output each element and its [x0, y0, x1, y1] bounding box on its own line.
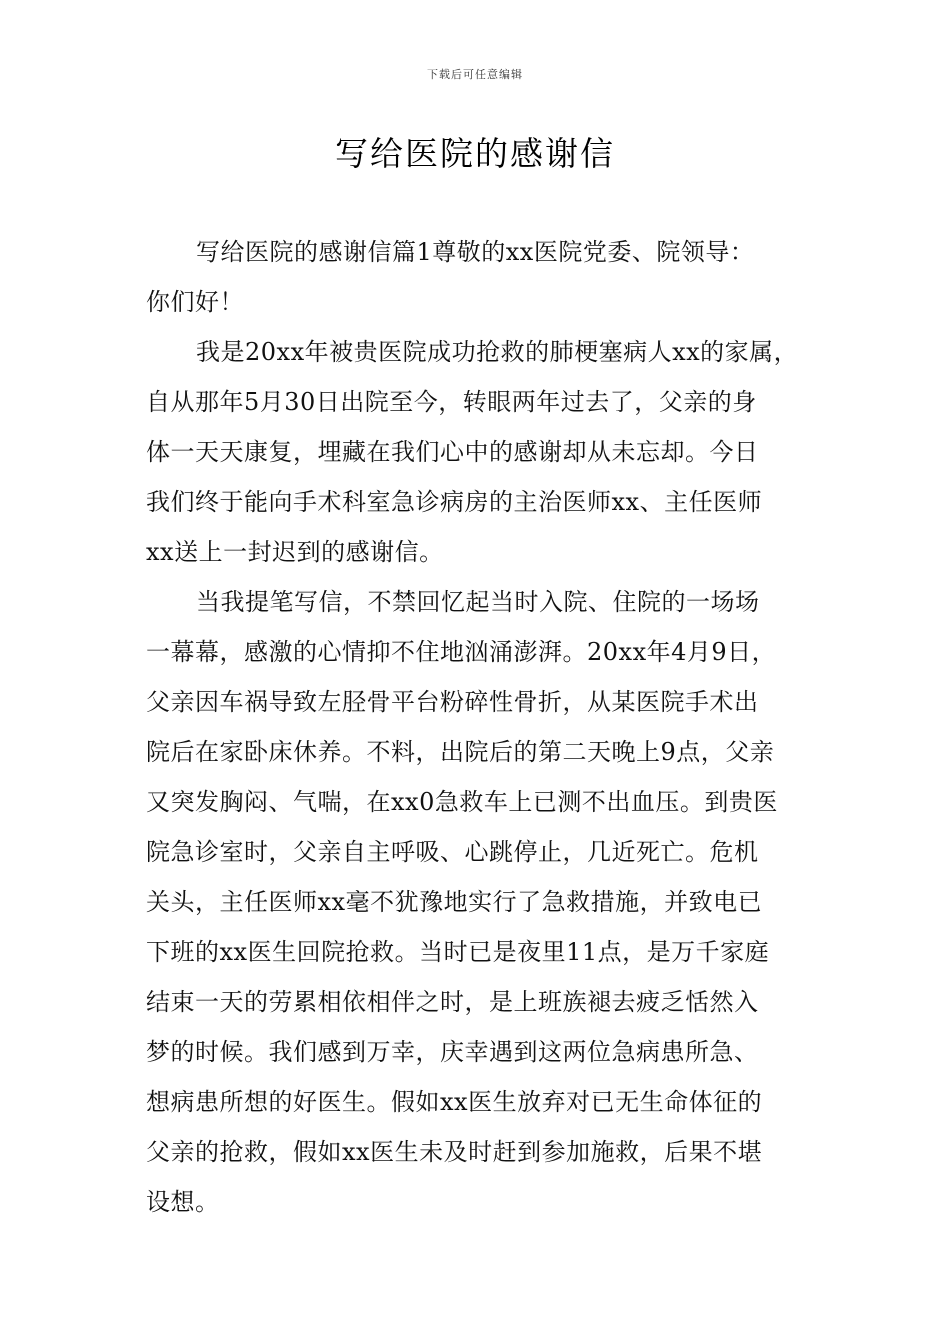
body-line: 自从那年5月30日出院至今，转眼两年过去了，父亲的身 — [146, 388, 757, 416]
body-line: 我们终于能向手术科室急诊病房的主治医师xx、主任医师 — [146, 488, 763, 516]
body-line: 院急诊室时，父亲自主呼吸、心跳停止，几近死亡。危机 — [146, 838, 759, 866]
body-line: 下班的xx医生回院抢救。当时已是夜里11点，是万千家庭 — [146, 938, 770, 966]
document-title: 写给医院的感谢信 — [335, 134, 615, 173]
body-line: 想病患所想的好医生。假如xx医生放弃对已无生命体征的 — [146, 1088, 763, 1116]
body-line: 一幕幕，感激的心情抑不住地汹涌澎湃。20xx年4月9日， — [146, 638, 777, 666]
body-line: 当我提笔写信，不禁回忆起当时入院、住院的一场场 — [196, 588, 760, 616]
body-line: 院后在家卧床休养。不料，出院后的第二天晚上9点，父亲 — [146, 738, 775, 766]
body-line: 父亲的抢救，假如xx医生未及时赶到参加施救，后果不堪 — [146, 1138, 763, 1166]
body-line: 关头，主任医师xx毫不犹豫地实行了急救措施，并致电已 — [146, 888, 763, 916]
body-line: 你们好！ — [146, 288, 244, 316]
body-line: xx送上一封迟到的感谢信。 — [146, 538, 444, 566]
body-line: 设想。 — [146, 1188, 220, 1216]
header-note: 下载后可任意编辑 — [427, 68, 523, 81]
body-line: 梦的时候。我们感到万幸，庆幸遇到这两位急病患所急、 — [146, 1038, 759, 1066]
body-line: 我是20xx年被贵医院成功抢救的肺梗塞病人xx的家属， — [196, 338, 799, 366]
body-line: 结束一天的劳累相依相伴之时，是上班族褪去疲乏恬然入 — [146, 988, 759, 1016]
body-line: 又突发胸闷、气喘，在xx0急救车上已测不出血压。到贵医 — [146, 788, 778, 816]
body-line: 父亲因车祸导致左胫骨平台粉碎性骨折，从某医院手术出 — [146, 688, 759, 716]
body-line: 体一天天康复，埋藏在我们心中的感谢却从未忘却。今日 — [146, 438, 759, 466]
body-line: 写给医院的感谢信篇1尊敬的xx医院党委、院领导： — [196, 238, 755, 266]
